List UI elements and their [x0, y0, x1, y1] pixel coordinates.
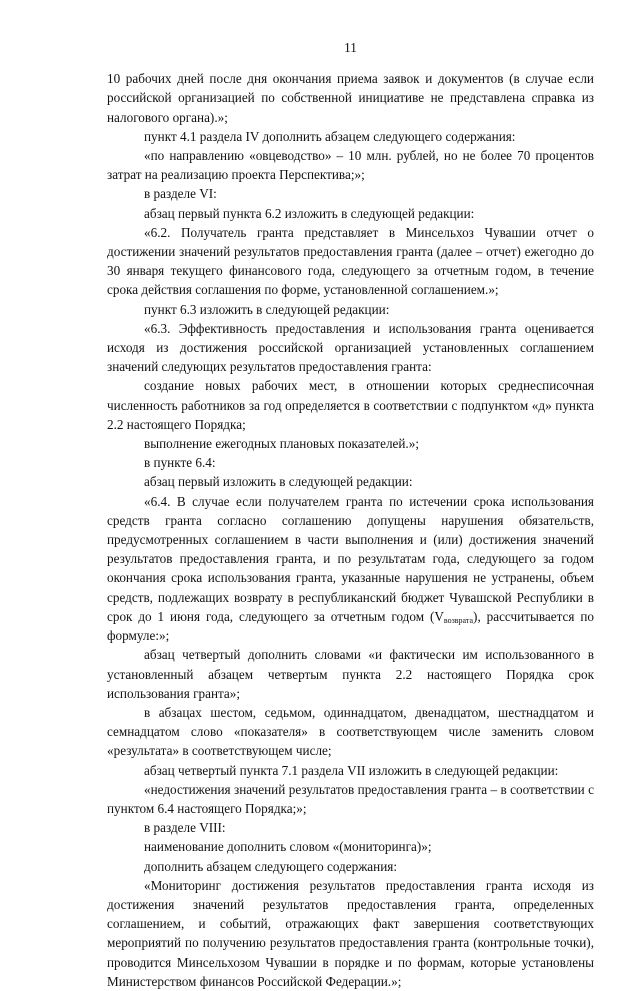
paragraph-with-formula-ref [107, 492, 594, 646]
paragraph: в абзацах шестом, седьмом, одиннадцатом, двенадцатом, шестнадцатом и семнадцатом слово «показателя» в соответствующем числе заменить словом «результата» в соответствующем числе; [107, 704, 594, 759]
paragraph-tail: ), рассчитывается по формуле:»; [107, 608, 594, 644]
paragraph: «по направлению «овцеводство» – 10 млн. рублей, но не более 70 процентов затрат на реализацию проекта Перспектива;»; [107, 148, 594, 183]
subscript-label: возврата [443, 615, 474, 625]
paragraph: «Мониторинг достижения результатов предоставления гранта исходя из достижения значений результатов предоставления гранта, определенных соглашением, и событий, отражающих факт завершения соответствующих мероприятий по получению результатов предоставления гранта (контрольные точки), проводится Минсельхозом Чувашии в порядке и по формам, которые установлены Министерством финансов Российской Федерации.»; [107, 877, 594, 989]
page-number: 11 [344, 40, 357, 55]
paragraph: пункт 4.1 раздела IV дополнить абзацем следующего содержания: [144, 128, 516, 144]
paragraph: абзац четвертый дополнить словами «и фактически им использованного в установленный абзацем четвертым пункта 2.2 настоящего Порядка срок использования гранта»; [107, 647, 594, 701]
paragraph: пункт 6.3 изложить в следующей редакции: [144, 301, 390, 317]
paragraph: дополнить абзацем следующего содержания: [144, 858, 398, 874]
paragraph: абзац первый изложить в следующей редакции: [144, 474, 413, 490]
paragraph: в разделе VI: [144, 186, 217, 202]
paragraph: наименование дополнить словом «(мониторинга)»; [144, 839, 432, 855]
paragraph: в пункте 6.4: [144, 455, 216, 471]
paragraph: «недостижения значений результатов предоставления гранта – в соответствии с пунктом 6.4 настоящего Порядка;»; [107, 781, 594, 816]
paragraph: абзац первый пункта 6.2 изложить в следующей редакции: [144, 205, 475, 221]
paragraph: выполнение ежегодных плановых показателей.»; [144, 436, 419, 452]
paragraph: «6.2. Получатель гранта представляет в Минсельхоз Чувашии отчет о достижении значений результатов предоставления гранта (далее – отчет) ежегодно до 30 января текущего финансового года, следующего за отчетным годом, в течение срока действия соглашения по форме, установленной соглашением.»; [107, 224, 594, 298]
paragraph-text: «6.4. В случае если получателем гранта по истечении срока использования средств гранта согласно соглашению допущены нарушения обязательств, предусмотренных соглашением в части выполнения и (или) достижения значений результатов предоставления гранта, и по результатам года, следующего за годом окончания срока использования гранта, указанные нарушения не устранены, объем средств, подлежащих возврату в республиканский бюджет Чувашской Республики в срок до 1 июня года, следующего за отчетным годом (V [107, 493, 594, 624]
paragraph: в разделе VIII: [144, 820, 226, 836]
paragraph: абзац четвертый пункта 7.1 раздела VII изложить в следующей редакции: [144, 762, 559, 778]
paragraph: «6.3. Эффективность предоставления и использования гранта оценивается исходя из достижения российской организацией установленных соглашением значений следующих результатов предоставления гранта: [107, 320, 594, 375]
paragraph: создание новых рабочих мест, в отношении которых среднесписочная численность работников за год определяется в соответствии с подпунктом «д» пункта 2.2 настоящего Порядка; [107, 378, 594, 432]
paragraph: 10 рабочих дней после дня окончания приема заявок и документов (в случае если российской организацией по собственной инициативе не представлена справка из налогового органа).»; [107, 71, 594, 125]
